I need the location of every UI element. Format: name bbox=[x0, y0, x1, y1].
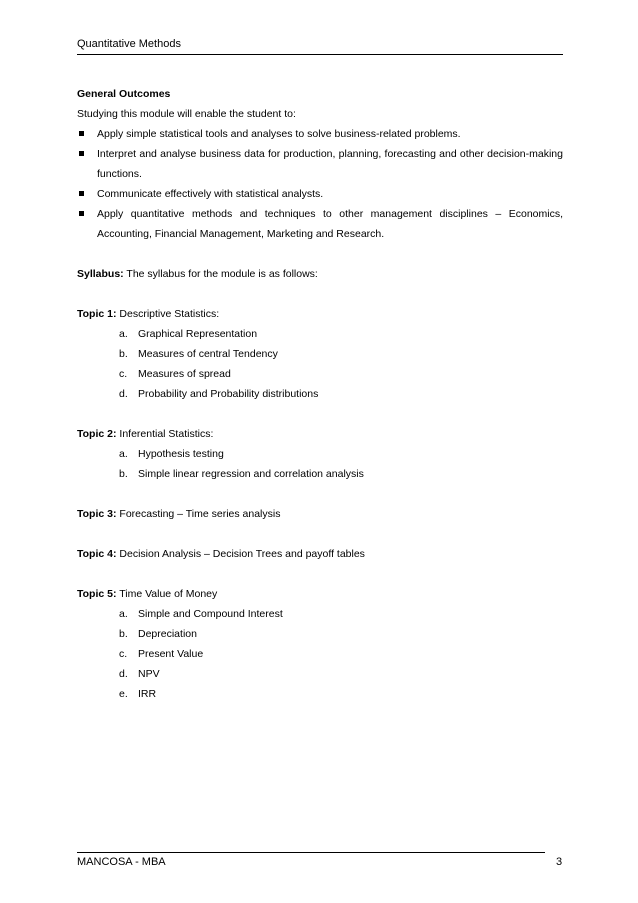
list-item: a. Hypothesis testing bbox=[119, 448, 224, 460]
list-item: Apply quantitative methods and techniques to other management disciplines – Economics, Accounting, Financial Management, Marketing and Research. bbox=[77, 204, 563, 244]
list-item: Apply simple statistical tools and analyses to solve business-related problems. bbox=[77, 124, 563, 144]
topic-1-list bbox=[77, 324, 563, 404]
list-item: d. Probability and Probability distributions bbox=[119, 388, 319, 400]
page-body bbox=[77, 84, 563, 704]
list-item: b. Measures of central Tendency bbox=[119, 348, 278, 360]
list-item: c. Measures of spread bbox=[119, 368, 231, 380]
topic-heading: Topic 5: Time Value of Money bbox=[77, 588, 218, 600]
footer-rule bbox=[77, 852, 545, 853]
outcomes-intro: Studying this module will enable the student to: bbox=[77, 108, 296, 120]
header-rule bbox=[77, 54, 563, 55]
topic-heading: Topic 2: Inferential Statistics: bbox=[77, 428, 214, 440]
footer-text: MANCOSA - MBA bbox=[77, 856, 166, 868]
outcomes-list bbox=[77, 124, 563, 244]
running-header: Quantitative Methods bbox=[77, 38, 181, 50]
list-item: b. Depreciation bbox=[119, 628, 197, 640]
square-bullet-icon bbox=[79, 151, 84, 156]
syllabus-line bbox=[77, 264, 563, 284]
list-item: a. Graphical Representation bbox=[119, 328, 258, 340]
topic-heading: Topic 4: Decision Analysis – Decision Trees and payoff tables bbox=[77, 548, 365, 560]
syllabus-label: Syllabus: bbox=[77, 268, 124, 280]
topic-heading: Topic 3: Forecasting – Time series analysis bbox=[77, 508, 281, 520]
topic-heading: Topic 1: Descriptive Statistics: bbox=[77, 308, 220, 320]
square-bullet-icon bbox=[79, 211, 84, 216]
topic-5-list bbox=[77, 604, 563, 704]
list-item: c. Present Value bbox=[119, 648, 204, 660]
square-bullet-icon bbox=[79, 131, 84, 136]
page-number: 3 bbox=[556, 856, 563, 868]
list-item: Interpret and analyse business data for production, planning, forecasting and other decision-making functions. bbox=[77, 144, 563, 184]
list-item: a. Simple and Compound Interest bbox=[119, 608, 283, 620]
list-item: b. Simple linear regression and correlation analysis bbox=[119, 468, 364, 480]
topic-2-list bbox=[77, 444, 563, 484]
list-item: Communicate effectively with statistical analysts. bbox=[77, 184, 563, 204]
syllabus-text: The syllabus for the module is as follows: bbox=[123, 268, 318, 280]
list-item: e. IRR bbox=[119, 688, 157, 700]
list-item: d. NPV bbox=[119, 668, 160, 680]
square-bullet-icon bbox=[79, 191, 84, 196]
outcomes-heading: General Outcomes bbox=[77, 88, 171, 100]
